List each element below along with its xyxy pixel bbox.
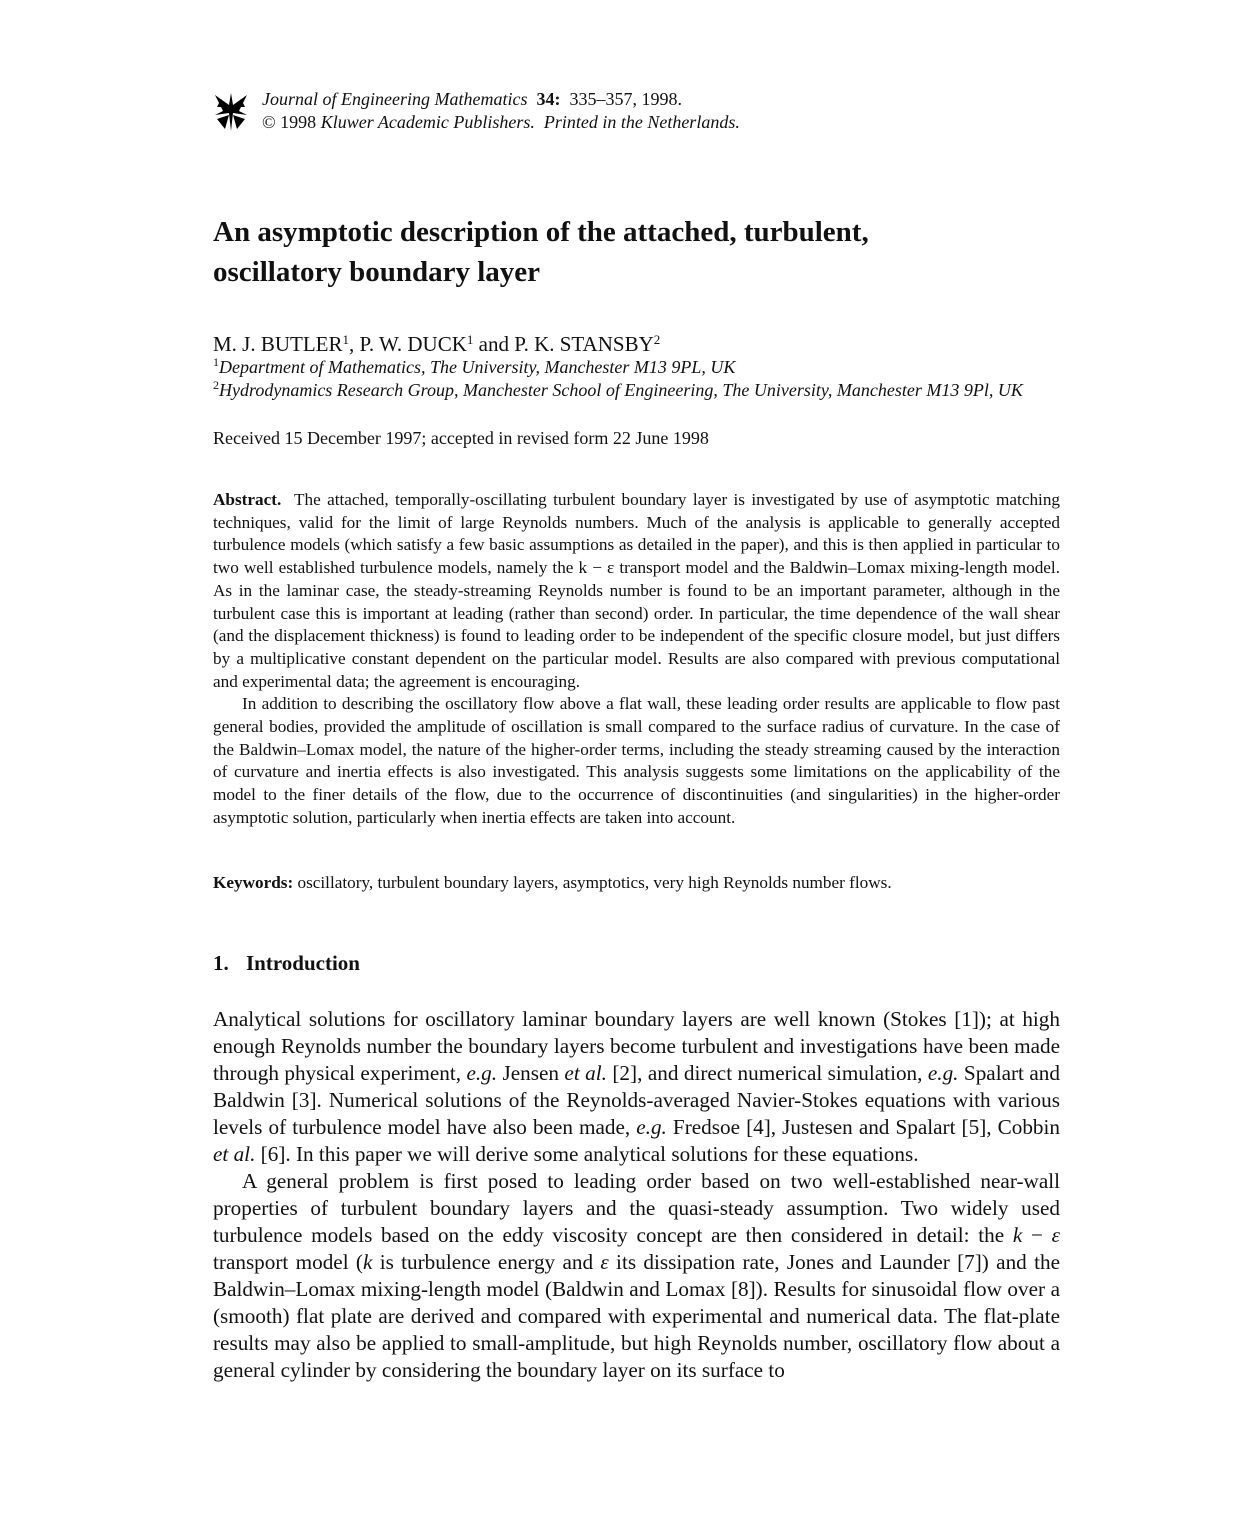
publisher-name: Kluwer Academic Publishers. (320, 112, 535, 132)
abstract-paragraph-2: In addition to describing the oscillatory flow above a flat wall, these leading order results are applicable to flow past general bodies, provided the amplitude of oscillation is small compared to the surface radius of curvature. In the case of the Baldwin–Lomax model, the nature of the higher-order terms, including the steady streaming caused by the interaction of curvature and inertia effects is also investigated. This analysis suggests some limitations on the applicability of the model to the finer details of the flow, due to the occurrence of discontinuities (and singularities) in the higher-order asymptotic solution, particularly when inertia effects are taken into account. (213, 694, 1060, 827)
text-run: Analytical solutions for oscillatory laminar boundary layers are well known (Stokes [1]); at high enough Reynolds number the boundary layers become turbulent and investigations have been made through physical experiment, (213, 1007, 1060, 1085)
copyright-year: © 1998 (262, 112, 317, 132)
received-dates: Received 15 December 1997; accepted in revised form 22 June 1998 (213, 428, 709, 448)
italic-run: e.g. (636, 1115, 667, 1139)
abstract (213, 489, 1060, 830)
intro-paragraph-1 (213, 1006, 1060, 1168)
author-list (213, 331, 1073, 357)
italic-run: ε (600, 1250, 609, 1274)
section-title: Introduction (246, 951, 360, 975)
text-run: Spalart and Baldwin [3]. Numerical solutions of the Reynolds-averaged Navier-Stokes equations with various levels of turbulence model have also been made, (213, 1061, 1060, 1139)
introduction-body (213, 1006, 1060, 1384)
italic-run: e.g. (927, 1061, 959, 1085)
author-butler: M. J. BUTLER (213, 332, 343, 356)
abstract-paragraph-1 (213, 489, 1060, 693)
text-run: Jensen (497, 1061, 565, 1085)
abstract-label: Abstract. (213, 490, 282, 509)
author-duck-affil: 1 (466, 332, 474, 347)
text-run: A general problem is first posed to leading order based on two well-established near-wall properties of turbulent boundary layers and the quasi-steady assumption. Two widely used turbulence models based on the eddy viscosity concept are then considered in detail: the (213, 1169, 1060, 1247)
italic-run: k (362, 1250, 373, 1274)
text-run: transport model ( (213, 1250, 363, 1274)
affiliation-text: Hydrodynamics Research Group, Manchester School of Engineering, The University, Manchester M13 9Pl, UK (219, 380, 1023, 400)
italic-run: et al. (564, 1061, 607, 1085)
intro-paragraph-2 (213, 1168, 1060, 1384)
text-run: [2], and direct numerical simulation, (606, 1061, 928, 1085)
italic-run: et al. (213, 1142, 256, 1166)
italic-run: ε (1051, 1223, 1060, 1247)
affiliation-2 (213, 379, 1093, 401)
affiliation-text: Department of Mathematics, The University, Manchester M13 9PL, UK (219, 357, 736, 377)
author-separator: , (349, 332, 360, 356)
journal-volume: 34: (536, 89, 561, 109)
affiliation-marker: 1 (213, 355, 219, 369)
italic-run: k (1012, 1223, 1023, 1247)
italic-run: e.g. (466, 1061, 498, 1085)
journal-header (213, 88, 1060, 138)
author-separator: and (473, 332, 515, 356)
abstract-text: The attached, temporally-oscillating turbulent boundary layer is investigated by use of asymptotic matching techniques, valid for the limit of large Reynolds numbers. Much of the analysis is applicable to generally accepted turbulence models (which satisfy a few basic assumptions as detailed in the paper), and this is then applied in particular to two well established turbulence models, namely the k − ε transport model and the Baldwin–Lomax mixing-length model. As in the laminar case, the steady-streaming Reynolds number is found to be an important parameter, although in the turbulent case this is important at leading (rather than second) order. In particular, the time dependence of the wall shear (and the displacement thickness) is found to leading order to be independent of the specific closure model, but just differs by a multiplicative constant dependent on the particular model. Results are also compared with previous computational and experimental data; the agreement is encouraging. (213, 490, 1061, 691)
keywords-text: oscillatory, turbulent boundary layers, asymptotics, very high Reynolds number flows. (297, 873, 892, 892)
journal-pages-year: 335–357, 1998. (569, 89, 682, 109)
journal-citation (262, 88, 740, 134)
publisher-logo-icon (213, 91, 249, 133)
author-butler-affil: 1 (342, 332, 350, 347)
text-run: − (1022, 1223, 1052, 1247)
affiliation-1 (213, 356, 1093, 378)
section-number: 1. (213, 951, 229, 975)
text-run: is turbulence energy and (372, 1250, 601, 1274)
section-heading (213, 950, 360, 976)
affiliation-marker: 2 (213, 378, 219, 392)
journal-name: Journal of Engineering Mathematics (262, 89, 528, 109)
author-duck: P. W. DUCK (359, 332, 467, 356)
journal-line-1 (262, 88, 740, 111)
title-line-1: An asymptotic description of the attached, turbulent, (213, 216, 869, 248)
author-stansby: P. K. STANSBY (514, 332, 654, 356)
journal-line-2 (262, 111, 740, 134)
text-run: its dissipation rate, Jones and Launder [7]) and the Baldwin–Lomax mixing-length model (Baldwin and Lomax [8]). Results for sinusoidal flow over a (smooth) flat plate are derived and compared with experimental and numerical data. The flat-plate results may also be applied to small-amplitude, but high Reynolds number, oscillatory flow about a general cylinder by considering the boundary layer on its surface to (213, 1250, 1060, 1382)
text-run: Fredsoe [4], Justesen and Spalart [5], Cobbin (666, 1115, 1061, 1139)
paper-title (213, 212, 1060, 292)
author-stansby-affil: 2 (653, 332, 661, 347)
keywords (213, 872, 1060, 894)
printed-location: Printed in the Netherlands. (543, 112, 740, 132)
text-run: [6]. In this paper we will derive some analytical solutions for these equations. (255, 1142, 919, 1166)
keywords-label: Keywords: (213, 873, 294, 892)
title-line-2: oscillatory boundary layer (213, 256, 541, 288)
